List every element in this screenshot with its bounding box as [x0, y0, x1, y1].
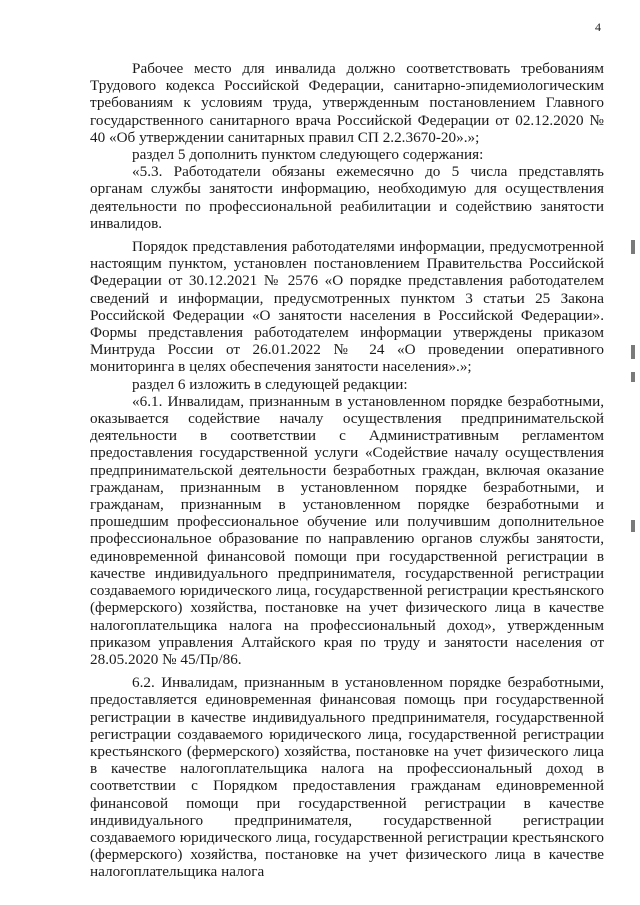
paragraph-5-3: «5.3. Работодатели обязаны ежемесячно до 5 числа представлять органам службы занятости информацию, необходимую для осуществления деятельности по профессиональной реабилитации и содействию занятости инвалидов.: [90, 163, 604, 232]
paragraph-reporting-procedure: Порядок представления работодателями информации, предусмотренной настоящим пунктом, установлен постановлением Правительства Российской Федерации от 30.12.2021 № 2576 «О порядке представления работодателем сведений и информации, предусмотренных пунктом 3 статьи 25 Закона Российской Федерации «О занятости населения в Российской Федерации». Формы представления работодателем информации утверждены приказом Минтруда России от 26.01.2022 № 24 «О проведении оперативного мониторинга в целях обеспечения занятости населения».»;: [90, 238, 604, 376]
scan-edge-mark: [631, 240, 635, 254]
document-body: [90, 60, 604, 881]
paragraph-6-1: «6.1. Инвалидам, признанным в установленном порядке безработными, оказывается содействие началу осуществления предпринимательской деятельности в соответствии с Административным регламентом предоставления государственной услуги «Содействие началу осуществления предпринимательской деятельности безработных граждан, включая оказание гражданам, признанным в установленном порядке безработными, и гражданам, признанным в установленном порядке безработными и прошедшим профессиональное обучение или получившим дополнительное профессиональное образование по направлению органов службы занятости, единовременной финансовой помощи при государственной регистрации в качестве индивидуального предпринимателя, государственной регистрации создаваемого юридического лица, государственной регистрации крестьянского (фермерского) хозяйства, постановке на учет физического лица в качестве налогоплательщика налога на профессиональный доход», утвержденным приказом управления Алтайского края по труду и занятости населения от 28.05.2020 № 45/Пр/86.: [90, 392, 604, 668]
scan-edge-mark: [631, 520, 635, 532]
page-number: 4: [595, 20, 601, 34]
paragraph-workplace-requirements: Рабочее место для инвалида должно соответствовать требованиям Трудового кодекса Российской Федерации, санитарно-эпидемиологическим требованиям к условиям труда, утвержденным постановлением Главного государственного санитарного врача Российской Федерации от 02.12.2020 № 40 «Об утверждении санитарных правил СП 2.2.3670-20».»;: [90, 60, 604, 146]
scan-edge-mark: [631, 345, 635, 359]
paragraph-section6-intro: раздел 6 изложить в следующей редакции:: [132, 375, 408, 393]
paragraph-6-2: 6.2. Инвалидам, признанным в установленном порядке безработными, предоставляется единовременная финансовая помощь при государственной регистрации в качестве индивидуального предпринимателя, государственной регистрации создаваемого юридического лица, государственной регистрации крестьянского (фермерского) хозяйства, постановке на учет физического лица в качестве налогоплательщика налога на профессиональный доход в соответствии с Порядком предоставления гражданам единовременной финансовой помощи при государственной регистрации в качестве индивидуального предпринимателя, государственной регистрации создаваемого юридического лица, государственной регистрации крестьянского (фермерского) хозяйства, постановке на учет физического лица в качестве налогоплательщика налога: [90, 674, 604, 881]
scan-edge-mark: [631, 372, 635, 382]
paragraph-section5-intro: раздел 5 дополнить пунктом следующего содержания:: [132, 146, 484, 164]
